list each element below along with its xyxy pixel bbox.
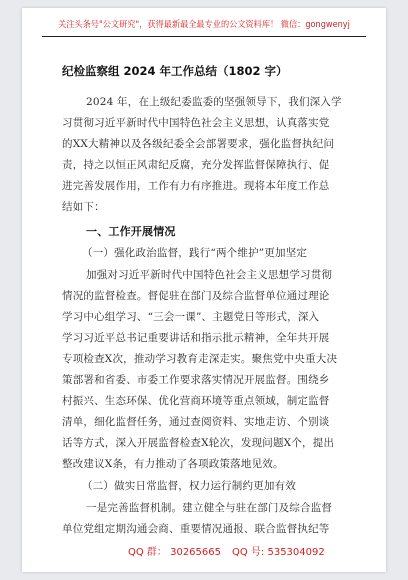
body-line: 的XX大精神以及各级纪委全会部署要求，强化监督执纪问 bbox=[62, 138, 335, 150]
subsection-heading: （二）做实日常监督，权力运行制约更加有效 bbox=[82, 480, 296, 492]
footer-qq-group: QQ 群： 30265665 bbox=[128, 547, 221, 558]
body-line: 整改建议X条，有力推动了各项政策落地见效。 bbox=[62, 458, 284, 470]
body-line: 单位党组定期沟通会商、重要情况通报、联合监督执纪等 bbox=[62, 523, 330, 535]
body-line: 策部署和省委、市委工作要求落实情况开展监督。围绕乡 bbox=[62, 374, 330, 386]
body-line: 情况的监督检查。督促驻在部门及综合监督单位通过理论 bbox=[62, 290, 330, 302]
body-line: 进完善发展作用，工作有力有序推进。现将本年度工作总 bbox=[62, 180, 330, 192]
body-line: 责，持之以恒正风肃纪反腐，充分发挥监督保障执行、促 bbox=[62, 159, 330, 171]
document-title: 纪检监察组 2024 年工作总结（1802 字） bbox=[62, 64, 288, 78]
body-line: 2024 年，在上级纪委监委的坚强领导下，我们深入学 bbox=[86, 96, 342, 108]
body-line: 清单，细化监督任务，通过查阅资料、实地走访、个别谈 bbox=[62, 416, 330, 428]
body-line: 学习中心组学习、“三会一课”、主题党日等形式，深入 bbox=[62, 311, 320, 323]
body-line: 一是完善监督机制。建立健全与驻在部门及综合监督 bbox=[86, 502, 333, 514]
body-line: 学习习近平总书记重要讲话和指示批示精神，全年共开展 bbox=[62, 332, 330, 344]
document-page bbox=[22, 8, 386, 572]
header-divider bbox=[42, 36, 366, 37]
subsection-heading: （一）强化政治监督，践行“两个维护”更加坚定 bbox=[82, 247, 308, 259]
body-line: 专项检查X次，推动学习教育走深走实。聚焦党中央重大决 bbox=[62, 353, 338, 365]
body-line: 习贯彻习近平新时代中国特色社会主义思想，认真落实党 bbox=[62, 117, 330, 129]
header-banner: 关注头条号"公文研究"，获得最新最全最专业的公文资料库！ 微信：gongwenyj bbox=[58, 20, 350, 30]
section-heading: 一、工作开展情况 bbox=[86, 225, 176, 238]
body-line: 村振兴、生态环保、优化营商环境等重点领域，制定监督 bbox=[62, 395, 330, 407]
footer-qq-number: QQ 号: 535304092 bbox=[232, 547, 325, 558]
body-line: 加强对习近平新时代中国特色社会主义思想学习贯彻 bbox=[86, 269, 333, 281]
body-line: 结如下： bbox=[62, 201, 105, 213]
body-line: 话等方式，深入开展监督检查X轮次，发现问题X个，提出 bbox=[62, 437, 335, 449]
